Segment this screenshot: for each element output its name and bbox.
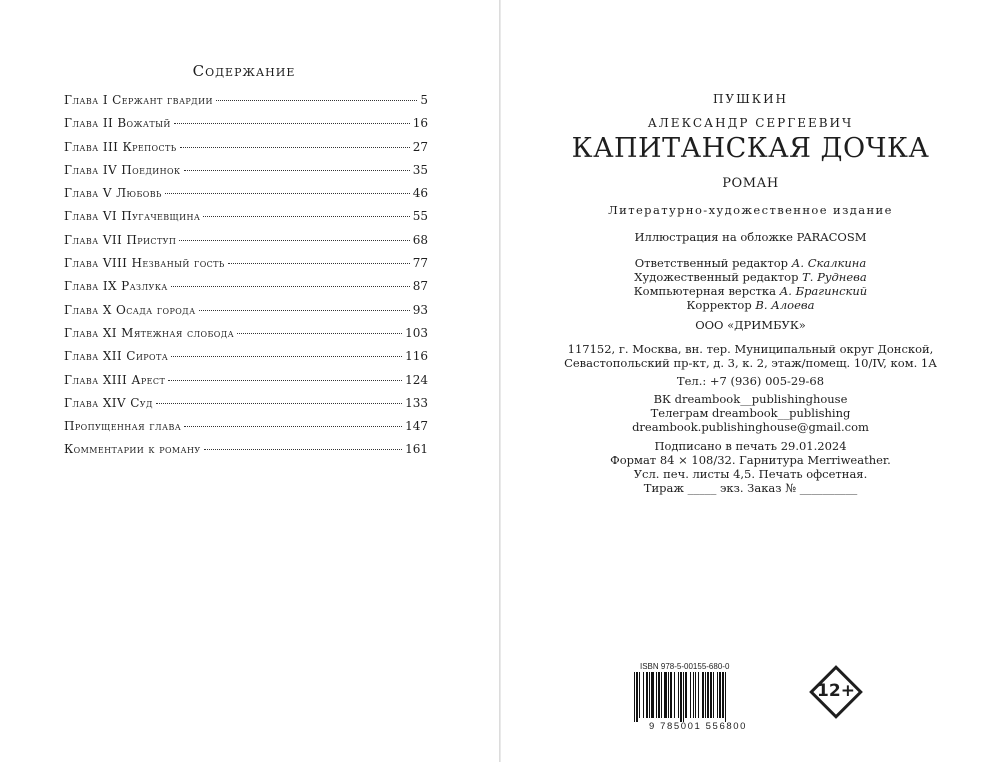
barcode-bar (643, 672, 644, 718)
toc-entry (64, 186, 428, 209)
toc-leader-dots (199, 310, 410, 311)
toc-entry-title: Глава XIII Арест (64, 372, 166, 387)
toc-entry-title: Глава II Вожатый (64, 116, 171, 131)
credit-line: Художественный редактор Т. Руднева (634, 270, 867, 284)
contents-list (64, 93, 428, 466)
barcode-bar (693, 672, 694, 718)
toc-leader-dots (203, 216, 409, 217)
barcode-bar (651, 672, 654, 718)
publisher-contacts (501, 392, 1000, 434)
toc-entry-title: Пропущенная глава (64, 419, 182, 434)
toc-leader-dots (168, 380, 402, 381)
barcode-bar (634, 672, 635, 722)
toc-leader-dots (237, 333, 402, 334)
toc-entry-page: 27 (412, 139, 428, 154)
barcode-bar (636, 672, 638, 722)
credit-line: Корректор В. Алоева (686, 298, 815, 312)
toc-entry-title: Глава V Любовь (64, 186, 162, 201)
toc-entry-title: Глава X Осада города (64, 302, 196, 317)
barcode-bar (658, 672, 660, 718)
toc-leader-dots (165, 193, 410, 194)
toc-leader-dots (184, 426, 402, 427)
contents-page (0, 0, 499, 762)
toc-entry-title: Глава III Крепость (64, 139, 177, 154)
barcode-bar (702, 672, 704, 718)
barcode-bar (678, 672, 679, 718)
toc-entry-title: Глава I Сержант гвардии (64, 93, 213, 107)
imprint-page (501, 0, 1000, 762)
toc-entry (64, 209, 428, 232)
barcode-bar (646, 672, 648, 718)
telegram-contact: Телеграм dreambook__publishing (650, 406, 851, 420)
toc-leader-dots (174, 123, 410, 124)
barcode-bar (710, 672, 712, 718)
toc-leader-dots (228, 263, 410, 264)
isbn-barcode (634, 662, 762, 732)
age-rating-badge (808, 664, 864, 720)
toc-entry-title: Комментарии к роману (64, 442, 201, 457)
toc-entry (64, 140, 428, 163)
barcode-bar (707, 672, 709, 718)
author-first-name: АЛЕКСАНДР СЕРГЕЕВИЧ (647, 116, 854, 130)
toc-leader-dots (171, 356, 402, 357)
toc-leader-dots (184, 170, 410, 171)
toc-entry-title: Глава XI Мятежная слобода (64, 325, 235, 340)
toc-leader-dots (171, 286, 410, 287)
toc-entry-page: 103 (405, 325, 428, 340)
toc-entry (64, 419, 428, 442)
toc-entry-page: 147 (405, 419, 428, 434)
toc-entry (64, 303, 428, 326)
toc-entry (64, 442, 428, 465)
author-last-name: ПУШКИН (712, 92, 789, 106)
barcode-bar (656, 672, 657, 718)
toc-entry-page: 161 (405, 442, 428, 457)
barcode-bar (719, 672, 721, 718)
toc-entry-page: 5 (420, 93, 428, 107)
toc-entry-title: Глава VIII Незваный гость (64, 256, 225, 271)
contents-heading: Содержание (192, 62, 296, 80)
barcode-bar (717, 672, 718, 718)
toc-entry-page: 68 (412, 232, 428, 247)
credit-line: Ответственный редактор А. Скалкина (634, 256, 867, 270)
barcode-bar (725, 672, 726, 722)
credit-line: Компьютерная верстка А. Брагинский (633, 284, 868, 298)
barcode-bar (664, 672, 667, 718)
toc-entry (64, 279, 428, 302)
isbn-number: ISBN 978-5-00155-680-0 (640, 662, 730, 671)
publisher-address: 117152, г. Москва, вн. тер. Муниципальный округ Донской, Севастопольский пр-кт, д. 3, к. 2, этаж/помещ. 10/IV, ком. 1А (564, 342, 937, 370)
toc-entry-page: 93 (412, 302, 428, 317)
toc-entry (64, 163, 428, 186)
barcode-bar (668, 672, 669, 718)
toc-entry-page: 124 (405, 372, 428, 387)
toc-entry-title: Глава IV Поединок (64, 162, 181, 177)
publisher-name: ООО «ДРИМБУК» (695, 318, 806, 332)
barcode-bar (705, 672, 706, 718)
vk-contact: ВК dreambook__publishinghouse (653, 392, 848, 406)
barcode-bar (713, 672, 714, 718)
toc-entry-title: Глава VI Пугачевщина (64, 209, 201, 224)
toc-entry-title: Глава XII Сирота (64, 349, 169, 364)
toc-leader-dots (180, 147, 410, 148)
age-rating: 12+ (817, 681, 855, 701)
toc-entry-page: 116 (405, 349, 428, 364)
toc-entry-page: 46 (412, 186, 428, 201)
edition-type: Литературно-художественное издание (608, 203, 893, 217)
barcode-bar (649, 672, 650, 718)
toc-entry (64, 93, 428, 116)
barcode-bar (695, 672, 696, 718)
toc-leader-dots (216, 100, 418, 101)
barcode-bar (722, 672, 724, 718)
barcode-bar (670, 672, 672, 718)
toc-entry (64, 373, 428, 396)
toc-entry-title: Глава IX Разлука (64, 279, 168, 294)
toc-leader-dots (204, 449, 403, 450)
barcode-digits: 9 785001 556800 (649, 721, 747, 732)
toc-entry-page: 133 (405, 395, 428, 410)
book-genre: РОМАН (722, 176, 779, 191)
barcode-bar (680, 672, 682, 722)
toc-entry-page: 87 (412, 279, 428, 294)
barcode-bar (698, 672, 699, 718)
email-contact: dreambook.publishinghouse@gmail.com (632, 420, 869, 434)
barcode-bar (639, 672, 640, 718)
toc-entry (64, 396, 428, 419)
toc-entry (64, 116, 428, 139)
printing-details: Подписано в печать 29.01.2024 Формат 84 × 108/32. Гарнитура Merriweather. Усл. печ. листы 4,5. Печать офсетная. Тираж _____ экз. Заказ № __________ (610, 439, 891, 495)
toc-entry-title: Глава VII Приступ (64, 232, 177, 247)
barcode-icon (634, 672, 762, 722)
toc-entry-page: 77 (412, 256, 428, 271)
toc-leader-dots (179, 240, 409, 241)
toc-leader-dots (156, 403, 402, 404)
toc-entry-page: 55 (412, 209, 428, 224)
toc-entry-page: 16 (412, 116, 428, 131)
toc-entry-page: 35 (412, 162, 428, 177)
barcode-bar (674, 672, 675, 718)
barcode-bar (683, 672, 684, 722)
toc-entry (64, 326, 428, 349)
barcode-bar (690, 672, 691, 718)
toc-entry-title: Глава XIV Суд (64, 395, 153, 410)
toc-entry (64, 349, 428, 372)
barcode-bar (661, 672, 662, 718)
barcode-bar (685, 672, 687, 718)
toc-entry (64, 256, 428, 279)
book-title: КАПИТАНСКАЯ ДОЧКА (571, 133, 930, 164)
toc-entry (64, 233, 428, 256)
cover-illustration-credit: Иллюстрация на обложке PARACOSM (634, 230, 867, 244)
editorial-credits (501, 256, 1000, 312)
publisher-phone: Тел.: +7 (936) 005-29-68 (676, 374, 825, 388)
